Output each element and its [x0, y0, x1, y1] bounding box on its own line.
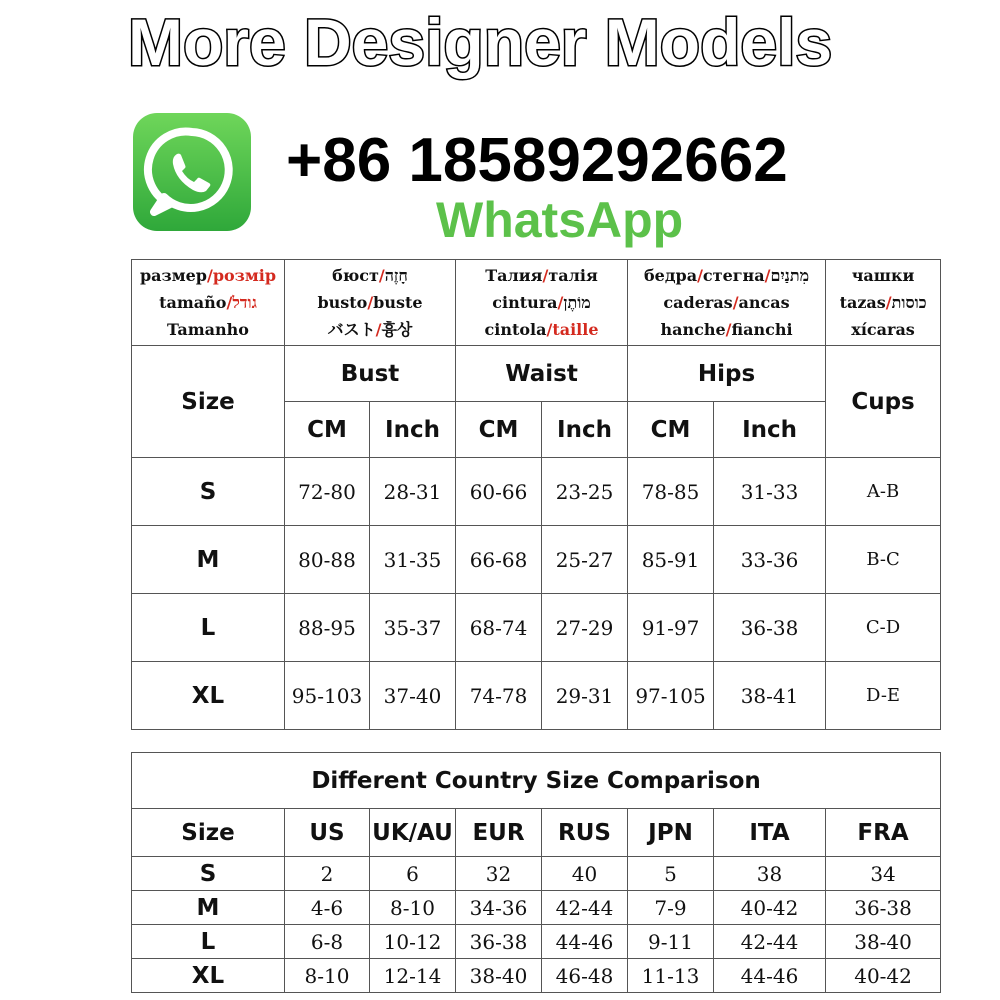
rus-cell: 42-44 [542, 891, 628, 925]
bust-inch-cell: 37-40 [370, 662, 456, 730]
table-row [132, 458, 941, 526]
cmp-header-ita: ITA [714, 809, 826, 857]
table-row [132, 959, 941, 993]
whatsapp-label: WhatsApp [436, 192, 684, 248]
us-cell: 8-10 [285, 959, 370, 993]
fra-cell: 34 [826, 857, 941, 891]
lang-cups-header: чашки tazas/כוסות xícaras [826, 260, 941, 346]
size-cell: L [132, 594, 285, 662]
bust-cm-cell: 80-88 [285, 526, 370, 594]
headline: More Designer Models [128, 5, 833, 79]
size-cell: S [132, 458, 285, 526]
waist-inch-cell: 25-27 [542, 526, 628, 594]
hips-inch-cell: 31-33 [714, 458, 826, 526]
us-cell: 6-8 [285, 925, 370, 959]
table-row [132, 662, 941, 730]
rus-cell: 46-48 [542, 959, 628, 993]
bust-inch-cell: 28-31 [370, 458, 456, 526]
waist-cm-header: CM [456, 402, 542, 458]
us-cell: 4-6 [285, 891, 370, 925]
rus-cell: 44-46 [542, 925, 628, 959]
eur-cell: 32 [456, 857, 542, 891]
ita-cell: 42-44 [714, 925, 826, 959]
cmp-header-rus: RUS [542, 809, 628, 857]
language-header-row [132, 260, 941, 346]
us-cell: 2 [285, 857, 370, 891]
cmp-header-jpn: JPN [628, 809, 714, 857]
bust-cm-cell: 72-80 [285, 458, 370, 526]
waist-inch-cell: 29-31 [542, 662, 628, 730]
bust-cm-header: CM [285, 402, 370, 458]
cmp-header-eur: EUR [456, 809, 542, 857]
uk-au-cell: 8-10 [370, 891, 456, 925]
cups-cell: C-D [826, 594, 941, 662]
cups-cell: D-E [826, 662, 941, 730]
bust-inch-cell: 35-37 [370, 594, 456, 662]
size-cell: L [132, 925, 285, 959]
waist-inch-cell: 23-25 [542, 458, 628, 526]
size-header: Size [132, 346, 285, 458]
eur-cell: 38-40 [456, 959, 542, 993]
rus-cell: 40 [542, 857, 628, 891]
waist-cm-cell: 66-68 [456, 526, 542, 594]
waist-cm-cell: 60-66 [456, 458, 542, 526]
jpn-cell: 9-11 [628, 925, 714, 959]
cmp-header-fra: FRA [826, 809, 941, 857]
cups-cell: B-C [826, 526, 941, 594]
ita-cell: 38 [714, 857, 826, 891]
size-cell: M [132, 891, 285, 925]
hips-cm-cell: 85-91 [628, 526, 714, 594]
cups-header: Cups [826, 346, 941, 458]
waist-inch-header: Inch [542, 402, 628, 458]
cmp-header-uk-au: UK/AU [370, 809, 456, 857]
bust-inch-header: Inch [370, 402, 456, 458]
eur-cell: 36-38 [456, 925, 542, 959]
uk-au-cell: 10-12 [370, 925, 456, 959]
waist-inch-cell: 27-29 [542, 594, 628, 662]
fra-cell: 36-38 [826, 891, 941, 925]
size-cell: M [132, 526, 285, 594]
table-row [132, 891, 941, 925]
size-chart-table [131, 259, 941, 730]
lang-waist-header: Талия/талія cintura/מוֹתֶן cintola/taille [456, 260, 628, 346]
lang-hips-header: бедра/стегна/מִתנַיִם caderas/ancas hanche/fianchi [628, 260, 826, 346]
ita-cell: 40-42 [714, 891, 826, 925]
jpn-cell: 5 [628, 857, 714, 891]
jpn-cell: 7-9 [628, 891, 714, 925]
whatsapp-icon [132, 112, 252, 232]
waist-cm-cell: 74-78 [456, 662, 542, 730]
bust-inch-cell: 31-35 [370, 526, 456, 594]
ita-cell: 44-46 [714, 959, 826, 993]
country-comparison-table [131, 752, 941, 993]
table-row [132, 925, 941, 959]
table-row [132, 857, 941, 891]
hips-cm-header: CM [628, 402, 714, 458]
hips-inch-cell: 38-41 [714, 662, 826, 730]
cups-cell: A-B [826, 458, 941, 526]
bust-cm-cell: 88-95 [285, 594, 370, 662]
phone-number: +86 18589292662 [286, 126, 788, 195]
hips-cm-cell: 78-85 [628, 458, 714, 526]
size-cell: XL [132, 662, 285, 730]
waist-header: Waist [456, 346, 628, 402]
hips-inch-cell: 36-38 [714, 594, 826, 662]
bust-cm-cell: 95-103 [285, 662, 370, 730]
hips-inch-header: Inch [714, 402, 826, 458]
uk-au-cell: 6 [370, 857, 456, 891]
hips-cm-cell: 97-105 [628, 662, 714, 730]
size-cell: XL [132, 959, 285, 993]
fra-cell: 38-40 [826, 925, 941, 959]
comparison-title: Different Country Size Comparison [132, 753, 941, 809]
hips-inch-cell: 33-36 [714, 526, 826, 594]
lang-size-header: размер/розмір tamaño/גודל Tamanho [132, 260, 285, 346]
fra-cell: 40-42 [826, 959, 941, 993]
size-cell: S [132, 857, 285, 891]
cmp-header-size: Size [132, 809, 285, 857]
lang-bust-header: бюст/חָזֶה busto/buste バスト/흉상 [285, 260, 456, 346]
comparison-header-row [132, 809, 941, 857]
eur-cell: 34-36 [456, 891, 542, 925]
hips-header: Hips [628, 346, 826, 402]
uk-au-cell: 12-14 [370, 959, 456, 993]
hips-cm-cell: 91-97 [628, 594, 714, 662]
table-row [132, 594, 941, 662]
waist-cm-cell: 68-74 [456, 594, 542, 662]
table-row [132, 526, 941, 594]
bust-header: Bust [285, 346, 456, 402]
cmp-header-us: US [285, 809, 370, 857]
jpn-cell: 11-13 [628, 959, 714, 993]
